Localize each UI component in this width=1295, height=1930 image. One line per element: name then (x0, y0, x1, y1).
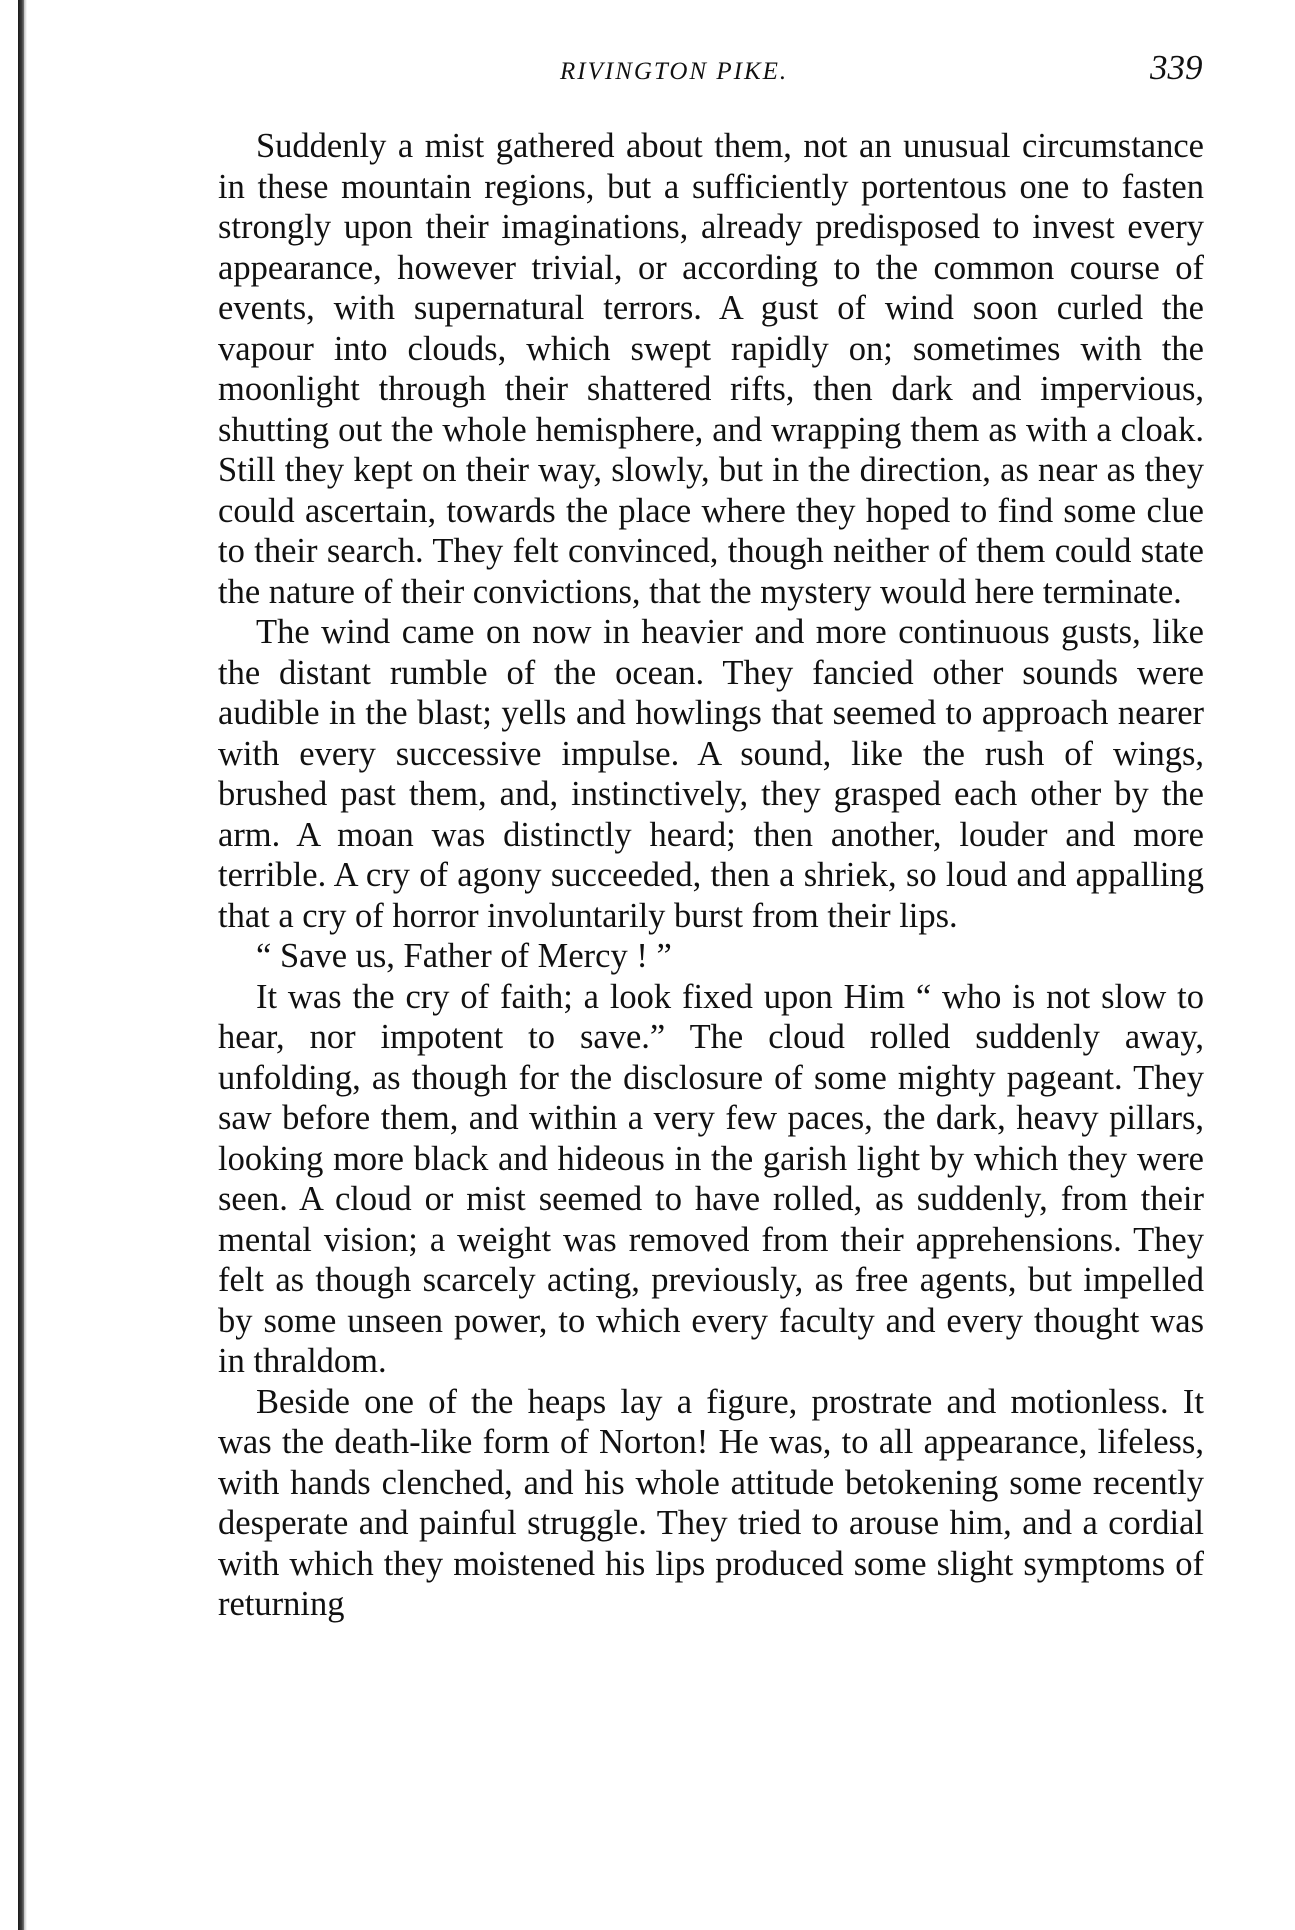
paragraph-faith: It was the cry of faith; a look fixed upon Him “ who is not slow to hear, nor impotent to save.” The cloud rolled suddenly away, unfolding, as though for the disclosure of some mighty pageant. They saw before them, and within a very few paces, the dark, heavy pillars, looking more black and hideous in the garish light by which they were seen. A cloud or mist seemed to have rolled, as suddenly, from their mental vision; a weight was removed from their apprehensions. They felt as though scarcely acting, previously, as free agents, but impelled by some unseen power, to which every faculty and every thought was in thraldom. (218, 977, 1204, 1380)
page-number: 339 (1150, 48, 1203, 87)
paragraph-mist: Suddenly a mist gathered about them, not an unusual circumstance in these mountain regions, but a sufficiently portentous one to fasten strongly upon their imaginations, already predisposed to invest every appearance, however trivial, or according to the common course of events, with supernatural terrors. A gust of wind soon curled the vapour into clouds, which swept rapidly on; sometimes with the moonlight through their shattered rifts, then dark and impervious, shutting out the whole hemisphere, and wrapping them as with a cloak. Still they kept on their way, slowly, but in the direction, as near as they could ascertain, towards the place where they hoped to find some clue to their search. They felt convinced, though neither of them could state the nature of their convictions, that the mystery would here terminate. (218, 127, 1204, 611)
body-text (218, 126, 1204, 1625)
running-title: RIVINGTON PIKE. (560, 58, 789, 85)
binding-shadow (24, 0, 27, 1930)
paragraph-norton: Beside one of the heaps lay a figure, prostrate and motionless. It was the death-like form of Norton! He was, to all appearance, lifeless, with hands clenched, and his whole attitude betokening some recently desperate and painful struggle. They tried to arouse him, and a cordial with which they moistened his lips produced some slight symptoms of returning (218, 1382, 1204, 1623)
paragraph-prayer: “ Save us, Father of Mercy ! ” (256, 937, 672, 975)
paragraph-wind: The wind came on now in heavier and more continuous gusts, like the distant rumble of the ocean. They fancied other sounds were audible in the blast; yells and howlings that seemed to approach nearer with every successive impulse. A sound, like the rush of wings, brushed past them, and, instinctively, they grasped each other by the arm. A moan was distinctly heard; then another, louder and more terrible. A cry of agony succeeded, then a shriek, so loud and appalling that a cry of horror involuntarily burst from their lips. (218, 613, 1204, 935)
